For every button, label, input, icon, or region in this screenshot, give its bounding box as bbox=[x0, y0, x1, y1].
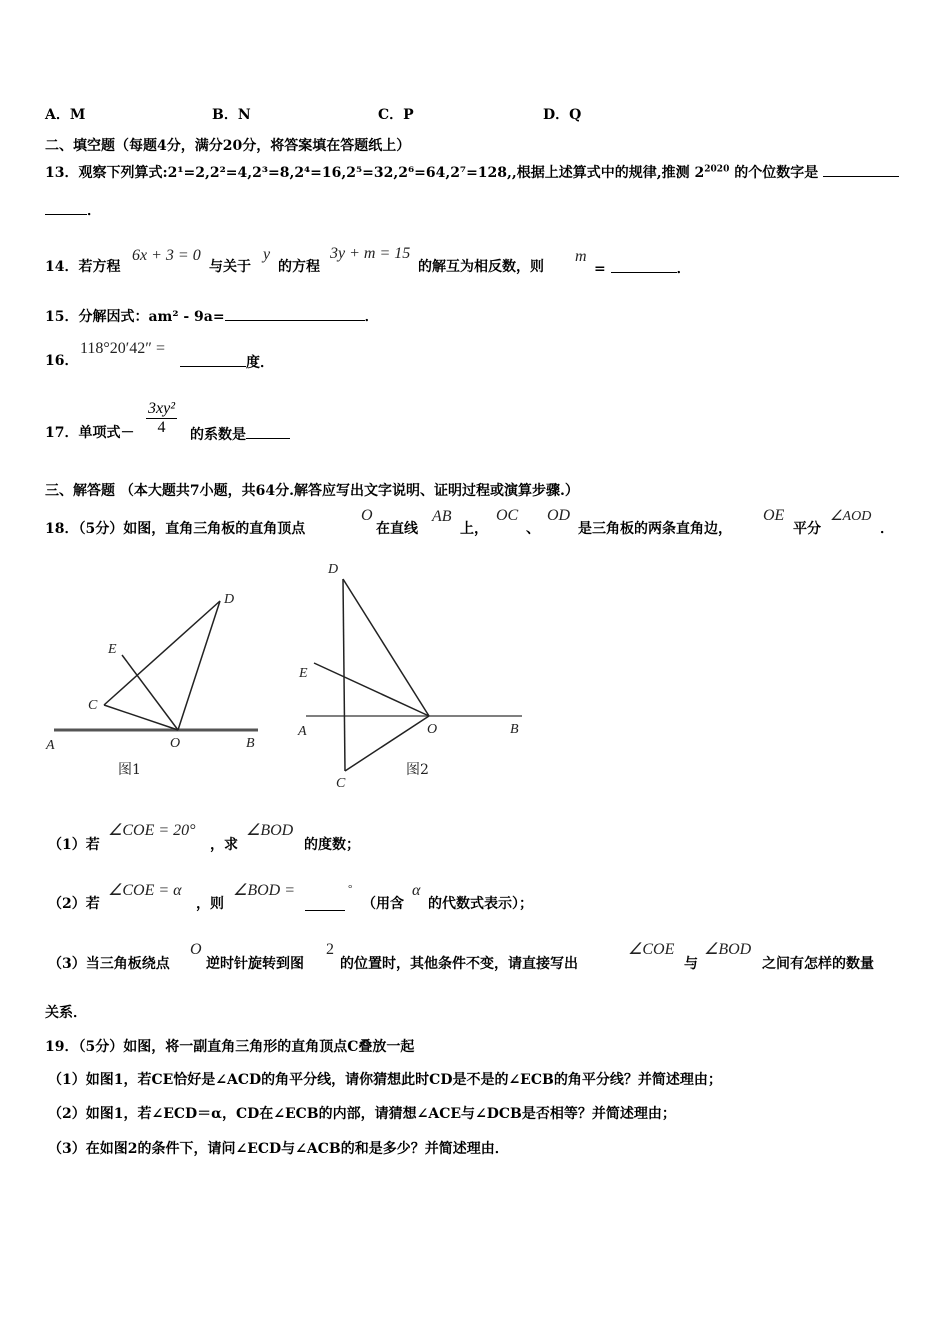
q18-oe: OE bbox=[763, 507, 785, 524]
fig2-caption: 图2 bbox=[406, 762, 429, 778]
q14-equation-2: 3y + m = 15 bbox=[330, 245, 411, 262]
question-13 bbox=[45, 162, 899, 182]
q13-number: 13． bbox=[45, 165, 79, 181]
q18-part1-text-1: （1）若 bbox=[48, 837, 100, 853]
q14-equation-1: 6x + 3 = 0 bbox=[132, 247, 201, 264]
q18-part2-alpha: α bbox=[412, 882, 421, 899]
q15-text: 分解因式：am² - 9a= bbox=[78, 309, 225, 325]
q18-part3-text-3: 的位置时，其他条件不变，请直接写出 bbox=[340, 956, 578, 972]
q14-text-1: 若方程 bbox=[78, 259, 121, 275]
fig1-label-o: O bbox=[170, 736, 181, 751]
fig2-label-e: E bbox=[299, 666, 308, 681]
q18-text-5: 平分 bbox=[793, 521, 821, 537]
fig1-label-b: B bbox=[246, 736, 255, 751]
q14-variable-m: m bbox=[575, 248, 587, 265]
q18-text-2: 在直线 bbox=[376, 521, 418, 537]
fig2-label-o: O bbox=[427, 722, 438, 737]
q14-number: 14． bbox=[45, 259, 79, 275]
fig2-segment-cd bbox=[343, 579, 345, 771]
q17-text-2: 的系数是 bbox=[190, 427, 246, 443]
q17-text-1: 单项式－ bbox=[78, 425, 135, 441]
q14-text-4: 的解互为相反数，则 bbox=[418, 259, 544, 275]
q13-period: ． bbox=[87, 203, 101, 219]
section-2-heading: 二、填空题（每题4分，满分20分，将答案填在答题纸上） bbox=[45, 138, 411, 154]
fig1-caption: 图1 bbox=[118, 762, 141, 778]
q13-continuation bbox=[45, 200, 101, 220]
option-d: D．Q bbox=[543, 107, 582, 123]
q18-part1-text-3: 的度数； bbox=[304, 837, 360, 853]
q17-fraction bbox=[146, 400, 177, 437]
q18-part3-angle-bod: ∠BOD bbox=[704, 941, 752, 958]
q18-point-o: O bbox=[361, 507, 373, 524]
q18-part3-figure-number: 2 bbox=[326, 941, 334, 958]
option-a: A．M bbox=[45, 107, 86, 123]
option-c: C．P bbox=[378, 107, 414, 123]
q19-part-2: （2）如图1，若∠ECD＝α，CD在∠ECB的内部，请猜想∠ACE与∠DCB是否相等？并简述理由； bbox=[48, 1106, 676, 1122]
q18-part3-text-2: 逆时针旋转到图 bbox=[206, 956, 304, 972]
question-14 bbox=[45, 258, 120, 276]
q13-expr: 2¹=2,2²=4,2³=8,2⁴=16,2⁵=32,2⁶=64,2⁷=128,, bbox=[167, 165, 517, 181]
q18-text-1: （5分）如图，直角三角板的直角顶点 bbox=[78, 521, 306, 537]
q18-part2-text-3: （用含 bbox=[362, 896, 404, 912]
q18-part2-text-1: （2）若 bbox=[48, 896, 100, 912]
figure-2 bbox=[297, 562, 522, 791]
q18-part3-text-6: 关系． bbox=[45, 1005, 87, 1021]
q16-answer-row bbox=[180, 352, 274, 372]
q14-text-3: 的方程 bbox=[278, 259, 320, 275]
fig1-segment-oe bbox=[122, 655, 178, 730]
q18-part2-text-4: 的代数式表示）； bbox=[428, 896, 533, 912]
q14-variable-y: y bbox=[263, 246, 271, 263]
fig2-label-d: D bbox=[328, 562, 339, 577]
question-15 bbox=[45, 306, 379, 326]
q17-answer-blank[interactable] bbox=[246, 424, 290, 439]
q18-part2-answer-blank[interactable] bbox=[305, 896, 345, 911]
q13-exponent: 2020 bbox=[704, 164, 730, 175]
fig1-segment-oc bbox=[104, 705, 178, 730]
q18-part1-angle-bod: ∠BOD bbox=[246, 822, 294, 839]
fig1-label-e: E bbox=[108, 642, 117, 657]
q18-oc: OC bbox=[496, 507, 519, 524]
q15-number: 15． bbox=[45, 309, 79, 325]
q18-od: OD bbox=[547, 507, 571, 524]
q18-part2-given: ∠COE = α bbox=[108, 882, 182, 899]
fig1-label-a: A bbox=[46, 738, 55, 753]
q18-angle-aod: ∠AOD bbox=[830, 509, 872, 524]
q15-answer-blank[interactable] bbox=[225, 306, 365, 321]
q19-part-3: （3）在如图2的条件下，请问∠ECD与∠ACB的和是多少？并简述理由． bbox=[48, 1141, 509, 1157]
q16-unit: 度． bbox=[246, 355, 274, 371]
fig2-label-b: B bbox=[510, 722, 519, 737]
q14-equals: = bbox=[594, 261, 606, 277]
fig1-label-c: C bbox=[88, 698, 98, 713]
q18-part3-text-5: 之间有怎样的数量 bbox=[762, 956, 874, 972]
q17-numerator: 3xy² bbox=[148, 400, 175, 417]
q14-answer-row bbox=[594, 258, 691, 278]
q18-part1-given: ∠COE = 20° bbox=[108, 822, 196, 839]
q18-separator: 、 bbox=[526, 521, 540, 537]
q19-intro: （5分）如图，将一副直角三角形的直角顶点C叠放一起 bbox=[78, 1039, 415, 1055]
figure-1 bbox=[45, 592, 258, 778]
q15-period: ． bbox=[364, 309, 379, 325]
q18-line-ab: AB bbox=[432, 508, 452, 525]
q18-part3-point-o: O bbox=[190, 941, 202, 958]
q16-expression: 118°20′42″ = bbox=[80, 340, 165, 357]
q13-tail: 根据上述算式中的规律,推测 2 bbox=[516, 165, 705, 181]
option-b: B．N bbox=[212, 107, 251, 123]
q14-period: ． bbox=[676, 261, 691, 277]
q18-period: ． bbox=[880, 521, 894, 537]
question-19 bbox=[45, 1038, 414, 1056]
q18-part1-text-2: ，求 bbox=[210, 837, 238, 853]
q18-text-3: 上， bbox=[460, 521, 488, 537]
q19-number: 19． bbox=[45, 1039, 79, 1055]
q18-part2-angle-bod: ∠BOD = bbox=[233, 882, 296, 899]
q13-lead: 观察下列算式: bbox=[78, 165, 168, 181]
q18-number: 18． bbox=[45, 521, 79, 537]
q19-part-1: （1）如图1，若CE恰好是∠ACD的角平分线，请你猜想此时CD是不是的∠ECB的角平分线？并简述理由； bbox=[48, 1072, 722, 1088]
q17-number: 17． bbox=[45, 425, 79, 441]
q18-part3-angle-coe: ∠COE bbox=[628, 941, 675, 958]
q18-part3-text-1: （3）当三角板绕点 bbox=[48, 956, 170, 972]
q13-answer-blank[interactable] bbox=[823, 162, 899, 177]
q18-part3-text-4: 与 bbox=[684, 956, 698, 972]
q18-figures bbox=[40, 555, 540, 795]
section-3-heading: 三、解答题 （本大题共7小题，共64分.解答应写出文字说明、证明过程或演算步骤.） bbox=[45, 483, 579, 499]
fig1-label-d: D bbox=[224, 592, 235, 607]
q14-text-2: 与关于 bbox=[209, 259, 251, 275]
q18-stem-start bbox=[45, 520, 305, 538]
q13-end: 的个位数字是 bbox=[729, 165, 819, 181]
q18-part2-text-2: ，则 bbox=[196, 896, 224, 912]
fig2-label-a: A bbox=[298, 724, 307, 739]
q17-answer-row bbox=[190, 424, 290, 444]
fig2-label-c: C bbox=[336, 776, 346, 791]
q16-answer-blank[interactable] bbox=[180, 352, 246, 367]
q13-answer-blank-2[interactable] bbox=[45, 200, 87, 215]
q18-text-4: 是三角板的两条直角边， bbox=[578, 521, 732, 537]
q17-denominator: 4 bbox=[157, 419, 166, 436]
question-17 bbox=[45, 424, 134, 442]
q14-answer-blank[interactable] bbox=[611, 258, 677, 273]
q16-number: 16． bbox=[45, 353, 79, 369]
q18-part2-degree: ° bbox=[348, 883, 353, 895]
